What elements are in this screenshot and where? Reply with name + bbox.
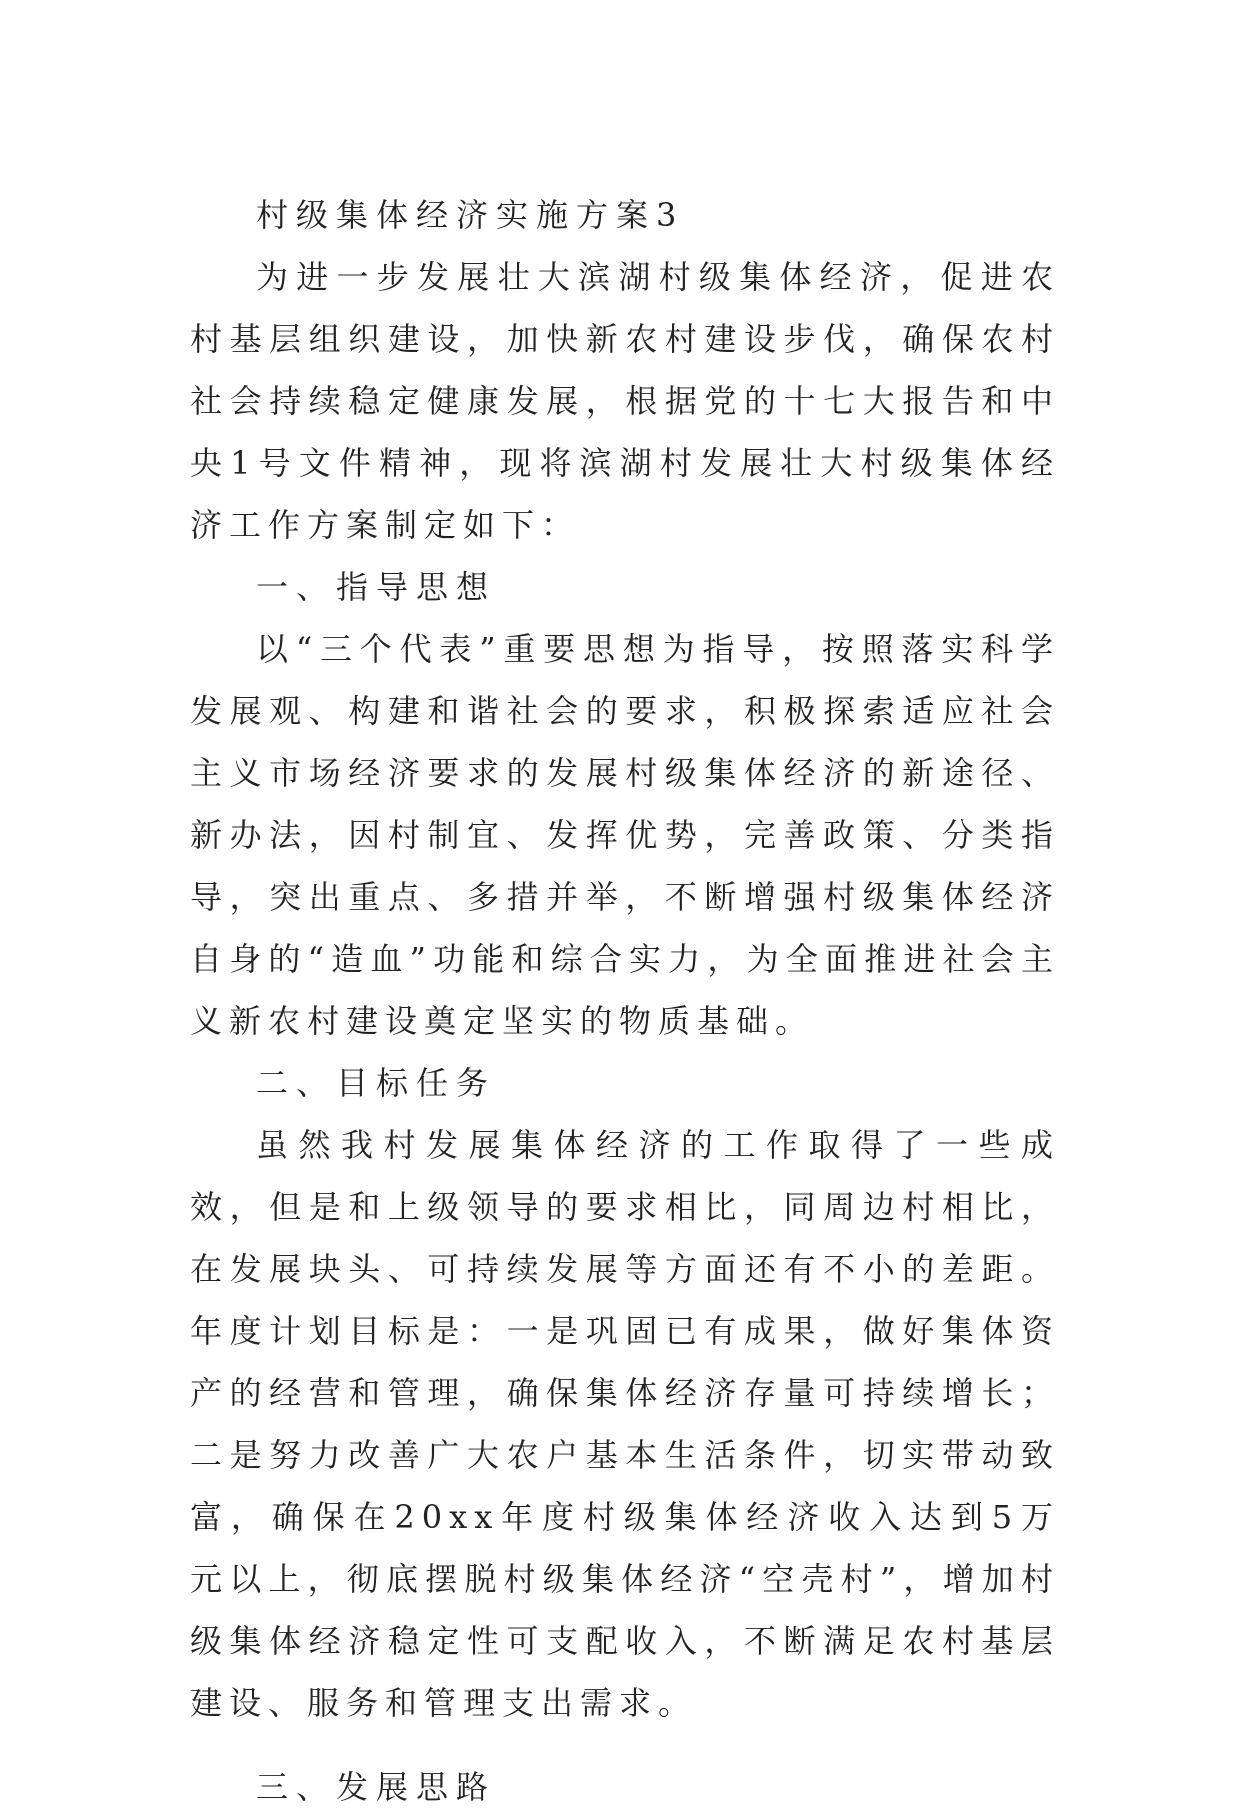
document-title: 村级集体经济实施方案3 (256, 196, 685, 234)
section-heading-goals: 二、目标任务 (256, 1064, 497, 1102)
document-body (190, 184, 1060, 1818)
section-heading-development-ideas: 三、发展思路 (256, 1768, 497, 1806)
section-body-goals: 虽然我村发展集体经济的工作取得了一些成效，但是和上级领导的要求相比，同周边村相比，在发展块头、可持续发展等方面还有不小的差距。年度计划目标是：一是巩固已有成果，做好集体资产的经营和管理，确保集体经济存量可持续增长；二是努力改善广大农户基本生活条件，切实带动致富，确保在20xx年度村级集体经济收入达到5万元以上，彻底摆脱村级集体经济“空壳村”，增加村级集体经济稳定性可支配收入，不断满足农村基层建设、服务和管理支出需求。 (190, 1126, 1060, 1722)
intro-paragraph: 为进一步发展壮大滨湖村级集体经济，促进农村基层组织建设，加快新农村建设步伐，确保农村社会持续稳定健康发展，根据党的十七大报告和中央1号文件精神，现将滨湖村发展壮大村级集体经济工作方案制定如下： (190, 258, 1060, 544)
section-body-guiding-ideology: 以“三个代表”重要思想为指导，按照落实科学发展观、构建和谐社会的要求，积极探索适应社会主义市场经济要求的发展村级集体经济的新途径、新办法，因村制宜、发挥优势，完善政策、分类指导，突出重点、多措并举，不断增强村级集体经济自身的“造血”功能和综合实力，为全面推进社会主义新农村建设奠定坚实的物质基础。 (190, 630, 1060, 1040)
section-heading-guiding-ideology: 一、指导思想 (256, 568, 497, 606)
